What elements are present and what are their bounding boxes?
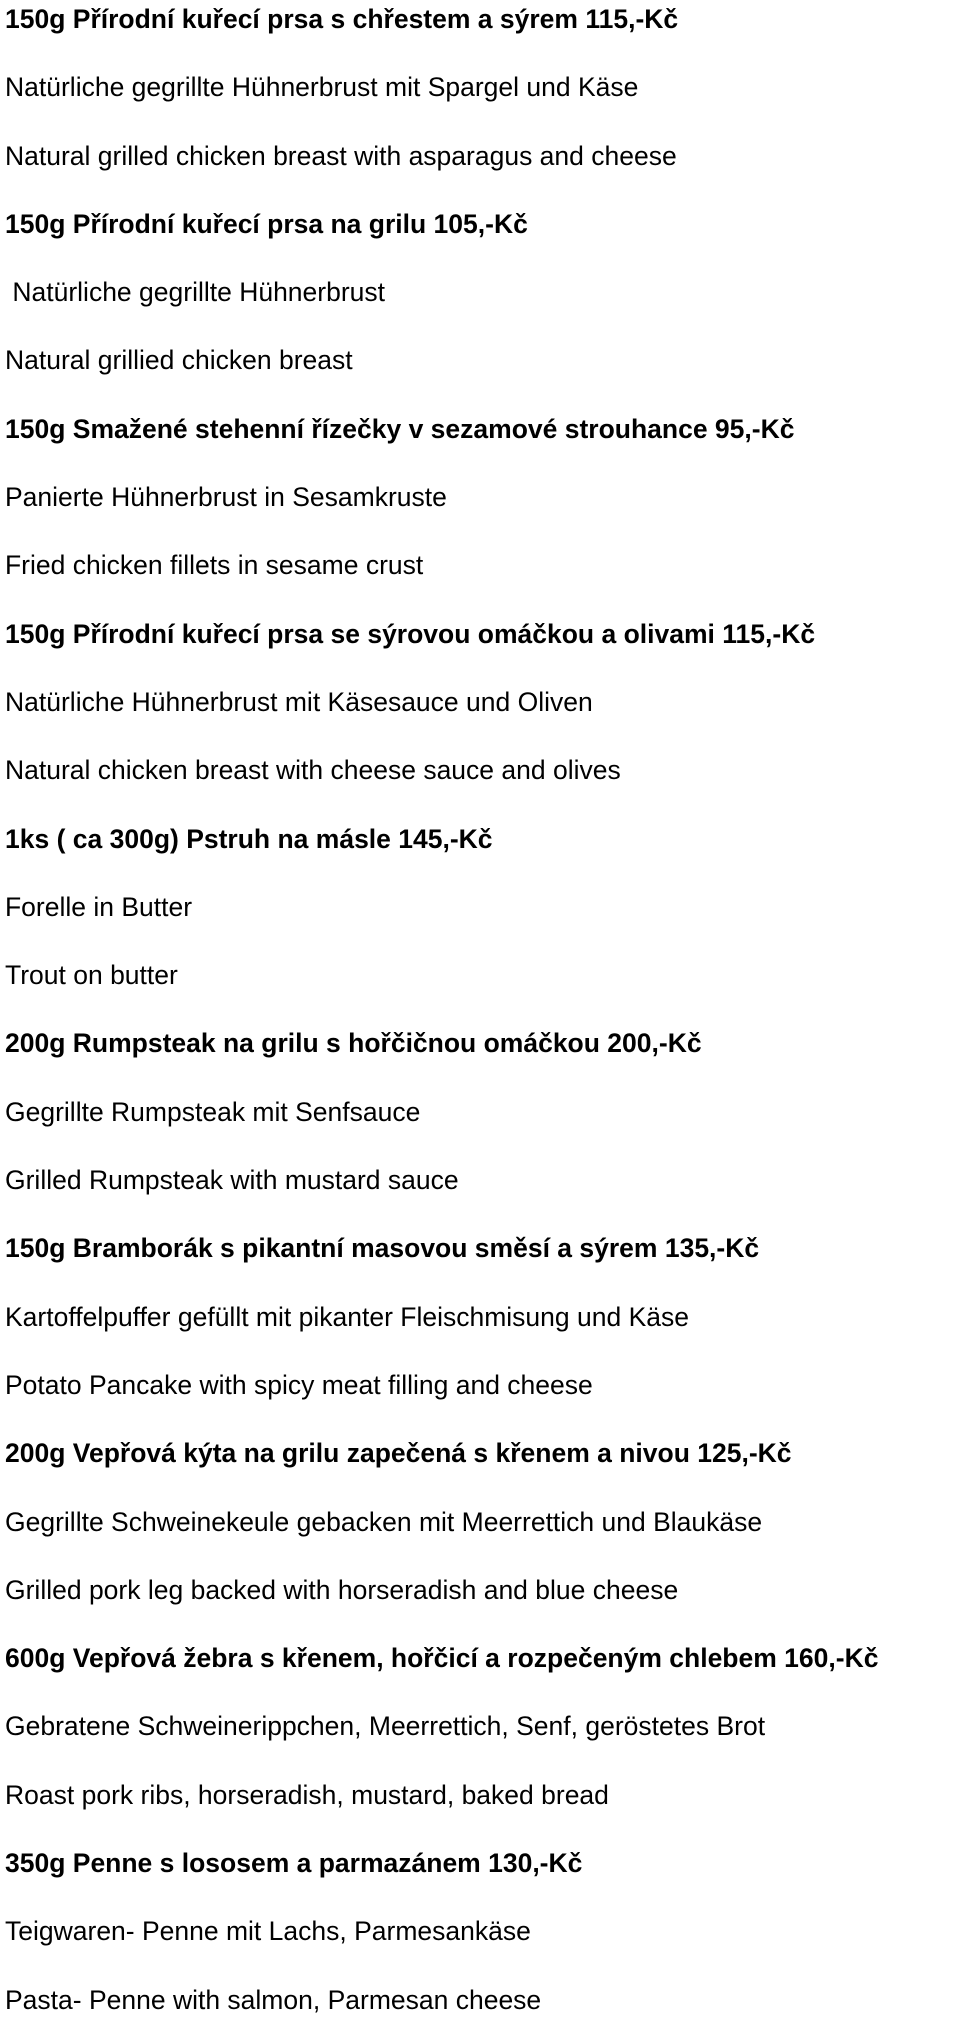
item-3-english-name: Fried chicken fillets in sesame crust — [5, 550, 424, 581]
item-7-english-name: Potato Pancake with spicy meat filling and cheese — [5, 1369, 593, 1400]
item-1-german-name: Natürliche gegrillte Hühnerbrust mit Spargel und Käse — [5, 72, 639, 103]
item-8-czech-name: 200g Vepřová kýta na grilu zapečená s křenem a nivou 125,-Kč — [5, 1438, 792, 1469]
item-5-german-name: Forelle in Butter — [5, 891, 193, 922]
item-4-german-name: Natürliche Hühnerbrust mit Käsesauce und Oliven — [5, 686, 593, 717]
item-10-german-name: Teigwaren- Penne mit Lachs, Parmesankäse — [5, 1916, 531, 1947]
item-2-czech-name: 150g Přírodní kuřecí prsa na grilu 105,-Kč — [5, 208, 528, 239]
item-2-german-name: Natürliche gegrillte Hühnerbrust — [5, 277, 386, 308]
item-2-english-name: Natural grillied chicken breast — [5, 345, 353, 376]
item-10-czech-name: 350g Penne s lososem a parmazánem 130,-Kč — [5, 1848, 583, 1879]
item-8-german-name: Gegrillte Schweinekeule gebacken mit Meerrettich und Blaukäse — [5, 1506, 763, 1537]
item-5-english-name: Trout on butter — [5, 960, 178, 991]
item-3-german-name: Panierte Hühnerbrust in Sesamkruste — [5, 482, 447, 513]
item-7-czech-name: 150g Bramborák s pikantní masovou směsí a sýrem 135,-Kč — [5, 1233, 760, 1264]
item-8-english-name: Grilled pork leg backed with horseradish and blue cheese — [5, 1574, 679, 1605]
item-6-english-name: Grilled Rumpsteak with mustard sauce — [5, 1165, 459, 1196]
item-10-english-name: Pasta- Penne with salmon, Parmesan cheese — [5, 1984, 542, 2015]
item-9-german-name: Gebratene Schweinerippchen, Meerrettich, Senf, geröstetes Brot — [5, 1711, 766, 1742]
item-5-czech-name: 1ks ( ca 300g) Pstruh na másle 145,-Kč — [5, 823, 493, 854]
item-4-english-name: Natural chicken breast with cheese sauce and olives — [5, 755, 621, 786]
item-9-english-name: Roast pork ribs, horseradish, mustard, baked bread — [5, 1779, 609, 1810]
item-1-czech-name: 150g Přírodní kuřecí prsa s chřestem a sýrem 115,-Kč — [5, 4, 679, 34]
item-1-english-name: Natural grilled chicken breast with asparagus and cheese — [5, 140, 677, 171]
item-4-czech-name: 150g Přírodní kuřecí prsa se sýrovou omáčkou a olivami 115,-Kč — [5, 618, 816, 649]
item-6-czech-name: 200g Rumpsteak na grilu s hořčičnou omáčkou 200,-Kč — [5, 1028, 702, 1059]
item-9-czech-name: 600g Vepřová žebra s křenem, hořčicí a rozpečeným chlebem 160,-Kč — [5, 1643, 879, 1674]
item-7-german-name: Kartoffelpuffer gefüllt mit pikanter Fleischmisung und Käse — [5, 1301, 689, 1332]
item-6-german-name: Gegrillte Rumpsteak mit Senfsauce — [5, 1096, 421, 1127]
item-3-czech-name: 150g Smažené stehenní řízečky v sezamové strouhance 95,-Kč — [5, 413, 795, 444]
